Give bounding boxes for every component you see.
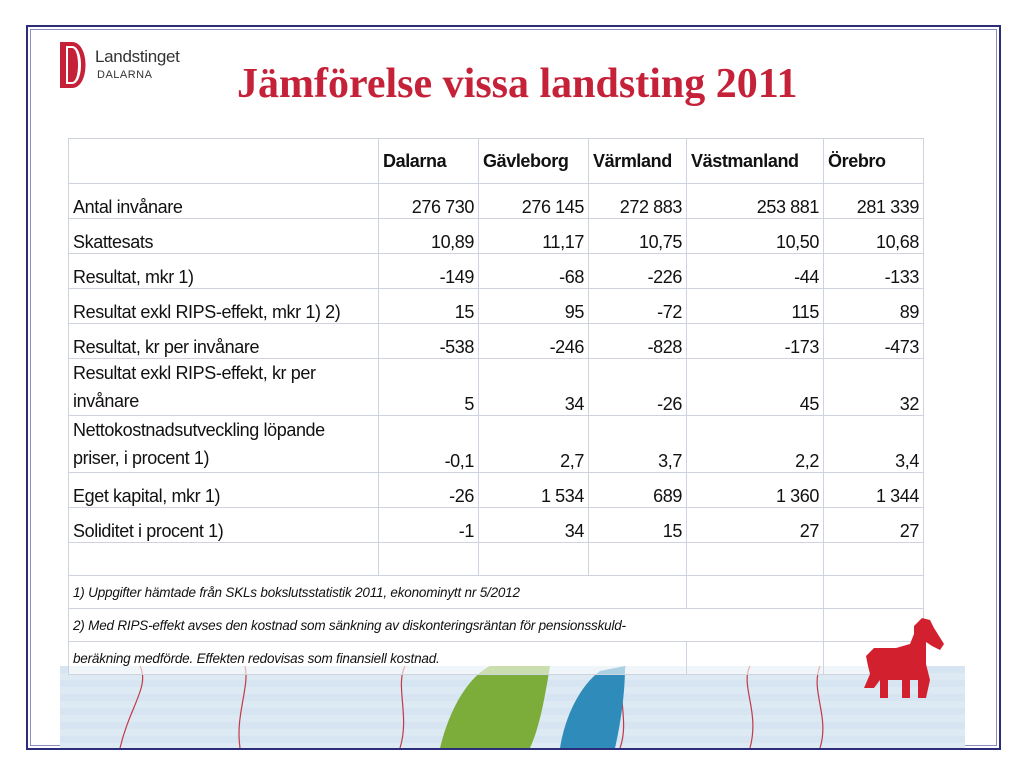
comparison-table — [68, 138, 924, 675]
row-label: Eget kapital, mkr 1) — [69, 473, 379, 508]
table-cell: 15 — [589, 508, 687, 543]
table-cell: 253 881 — [687, 184, 824, 219]
table-cell: 2,7 — [479, 416, 589, 473]
table-cell: 15 — [379, 289, 479, 324]
table-cell: -173 — [687, 324, 824, 359]
table-cell: -246 — [479, 324, 589, 359]
table-cell: 3,4 — [824, 416, 924, 473]
table-cell: 10,68 — [824, 219, 924, 254]
header-cell: Dalarna — [379, 139, 479, 184]
table-cell: 1 360 — [687, 473, 824, 508]
table-cell: -68 — [479, 254, 589, 289]
table-cell — [479, 543, 589, 576]
table-cell: -44 — [687, 254, 824, 289]
row-label: Resultat, kr per invånare — [69, 324, 379, 359]
footnote-row — [69, 609, 924, 642]
table-cell: 2,2 — [687, 416, 824, 473]
row-label: Resultat, mkr 1) — [69, 254, 379, 289]
table-cell: -473 — [824, 324, 924, 359]
table-cell: 3,7 — [589, 416, 687, 473]
table-cell: 281 339 — [824, 184, 924, 219]
decorative-background-art — [60, 666, 965, 748]
table-cell: -26 — [589, 359, 687, 416]
table-cell — [687, 642, 824, 675]
header-cell: Gävleborg — [479, 139, 589, 184]
table-row — [69, 254, 924, 289]
table-cell — [824, 543, 924, 576]
header-cell: Västmanland — [687, 139, 824, 184]
table-row — [69, 324, 924, 359]
table-cell: -149 — [379, 254, 479, 289]
table-cell: 34 — [479, 508, 589, 543]
row-label: Nettokostnadsutveckling löpande priser, i procent 1) — [69, 416, 379, 473]
footnote-row — [69, 642, 924, 675]
table-cell: 34 — [479, 359, 589, 416]
footnote-3: beräkning medförde. Effekten redovisas som finansiell kostnad. — [69, 642, 687, 675]
logo-text-line2: DALARNA — [97, 69, 153, 81]
table-row-empty — [69, 543, 924, 576]
table-cell — [379, 543, 479, 576]
table-cell: 89 — [824, 289, 924, 324]
footnote-1: 1) Uppgifter hämtade från SKLs bokslutsstatistik 2011, ekonominytt nr 5/2012 — [69, 576, 687, 609]
header-cell — [69, 139, 379, 184]
table-cell: -538 — [379, 324, 479, 359]
table-cell: 27 — [687, 508, 824, 543]
table-cell: 276 730 — [379, 184, 479, 219]
table-cell: -26 — [379, 473, 479, 508]
row-label: Soliditet i procent 1) — [69, 508, 379, 543]
table-cell — [589, 543, 687, 576]
table-cell: 272 883 — [589, 184, 687, 219]
table-cell: -0,1 — [379, 416, 479, 473]
header-cell: Örebro — [824, 139, 924, 184]
table-cell: 11,17 — [479, 219, 589, 254]
table-cell: 276 145 — [479, 184, 589, 219]
dala-horse-icon — [852, 608, 952, 708]
footnote-row — [69, 576, 924, 609]
slide-title: Jämförelse vissa landsting 2011 — [237, 61, 798, 107]
header-cell: Värmland — [589, 139, 687, 184]
row-label: Skattesats — [69, 219, 379, 254]
table-cell: 32 — [824, 359, 924, 416]
table-cell: -72 — [589, 289, 687, 324]
table-cell: 45 — [687, 359, 824, 416]
table-cell: 95 — [479, 289, 589, 324]
row-label: Antal invånare — [69, 184, 379, 219]
table-cell: 10,89 — [379, 219, 479, 254]
table-cell — [824, 576, 924, 609]
table-cell — [687, 576, 824, 609]
table-cell: 115 — [687, 289, 824, 324]
table-row — [69, 508, 924, 543]
table-row — [69, 473, 924, 508]
table-row — [69, 416, 924, 473]
table-cell: 10,50 — [687, 219, 824, 254]
table-header-row — [69, 139, 924, 184]
table-cell: 10,75 — [589, 219, 687, 254]
table-cell — [687, 543, 824, 576]
table-cell: 689 — [589, 473, 687, 508]
footnote-2: 2) Med RIPS-effekt avses den kostnad som sänkning av diskonteringsräntan för pensionsskuld- — [69, 609, 824, 642]
table-cell: 27 — [824, 508, 924, 543]
table-cell: 1 344 — [824, 473, 924, 508]
table-row — [69, 289, 924, 324]
table-cell: -133 — [824, 254, 924, 289]
table-row — [69, 219, 924, 254]
table-cell: -828 — [589, 324, 687, 359]
row-label: Resultat exkl RIPS-effekt, kr per invånare — [69, 359, 379, 416]
table-cell: -226 — [589, 254, 687, 289]
table-cell: 1 534 — [479, 473, 589, 508]
table-cell: -1 — [379, 508, 479, 543]
table-cell: 5 — [379, 359, 479, 416]
logo-text-line1: Landstinget — [95, 47, 180, 66]
row-label: Resultat exkl RIPS-effekt, mkr 1) 2) — [69, 289, 379, 324]
table-row — [69, 184, 924, 219]
table-cell — [69, 543, 379, 576]
table-row — [69, 359, 924, 416]
